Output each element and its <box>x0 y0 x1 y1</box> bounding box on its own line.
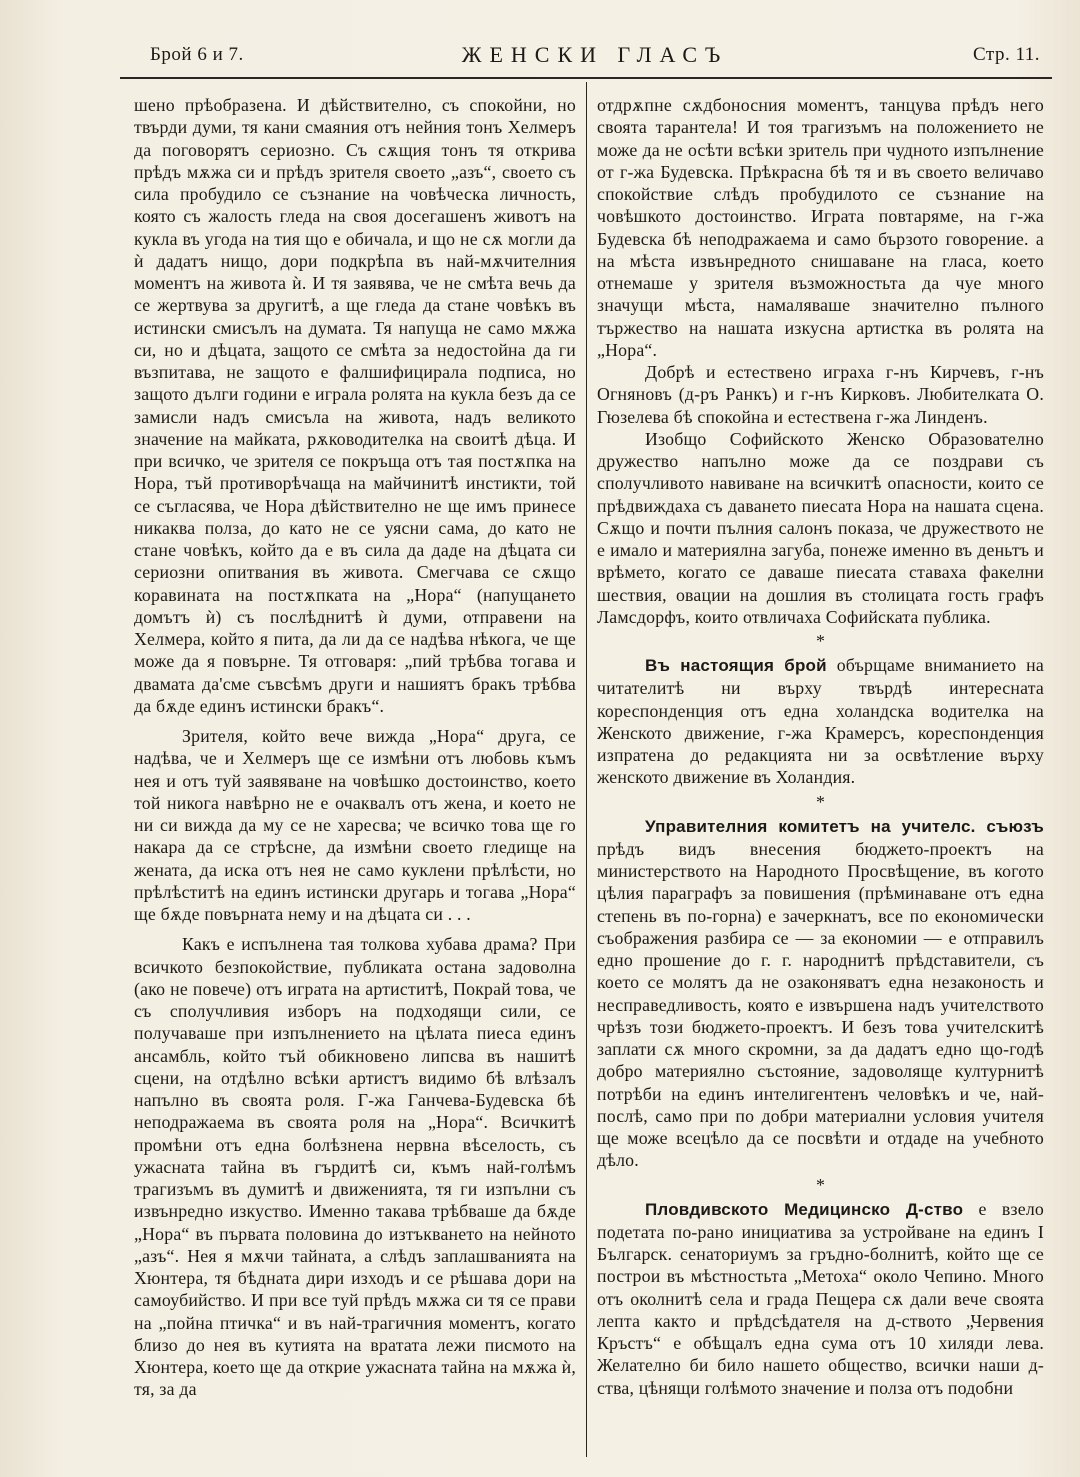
news-item-lead: Пловдивското Медицинско Д-ство <box>645 1199 964 1219</box>
issue-number: Брой 6 и 7. <box>150 44 244 65</box>
left-column <box>134 94 576 1401</box>
section-separator: * <box>815 1174 826 1195</box>
header-rule <box>120 77 1052 79</box>
article-paragraph: Изобщо Софийското Женско Образователно дружество напълно може да се поздрави съ сполучливото навиване на всичкитѣ опасности, които се прѣдвиждаха съ даването пиесата Нора на нашата сцена. Сѫщо и почти пълния салонъ показа, че дружеството не е имало и материялна загуба, понеже именно въ деньтъ и врѣмето, когато се даваше пиесата ставаха факелни шествия, овации на дошлия въ столицата гость графъ Ламсдорфъ, които отвличаха Софийската публика. <box>597 428 1044 627</box>
column-divider <box>586 82 587 1457</box>
article-paragraph: Зрителя, който вече вижда „Нора“ друга, се надѣва, че и Хелмеръ ще се измѣни отъ любовь къмъ нея и отъ туй заявяване на човѣшко достоинство, което той никога навѣрно не е очаквалъ отъ жена, и което не ни си вижда да му се не харесва; че всичко това ще го накара да се стрѣсне, да измѣни своето гледище на жената, да иска отъ нея не само куклени прѣлѣсти, но прѣлѣститѣ на единъ истински другарь и тогава „Нора“ ще бѫде повърната нему и на дѣцата си . . . <box>134 726 576 924</box>
article-paragraph: Какъ е испълнена тая толкова хубава драма? При всичкото безпокойствие, публиката остана задоволна (ако не повече) отъ играта на артиститѣ, Покрай това, че съ сполучливия изборъ на подходящи сили, се получаваше при изпълнението на цѣлата пиеса единъ ансамбль, който тъй обикновено липсва въ нашитѣ сцени, на отдѣлно всѣки артистъ видимо бѣ влѣзалъ напълно въ своята роля. Г-жа Ганчева-Будевска бѣ неподражаема въ своята роля на „Нора“. Всичкитѣ промѣни отъ една болѣзнена нервна вѣселость, съ ужасната тайна въ гърдитѣ си, къмъ най-голѣмъ трагизъмъ въ думитѣ и движенията, тя ги изпълни съ извънредно изкуство. Именно такава трѣбваше да бѫде „Нора“ въ първата половина до изтъкването на нейното „азъ“. Нея я мѫчи тайната, а слѣдъ заплашванията на Хюнтера, тя бѣдната дири изходъ и се рѣшава дори на самоубийство. И при все туй прѣдъ мѫжа си тя се прави на „пойна птичка“ и въ най-трагичния моментъ, когато близо до нея въ кутията на вратата лежи писмото на Хюнтера, което ще да открие ужасната тайна на мѫжа ѝ, тя, за да <box>134 934 576 1400</box>
news-item-lead: Управителния комитетъ на учителс. съюзъ <box>645 816 1044 836</box>
section-separator: * <box>815 631 826 651</box>
page-header <box>150 40 1040 72</box>
news-item-text: прѣдъ видъ внесения бюджето-проектъ на министерството на Народното Просвѣщение, въ когото цѣлия параграфъ за повишения (прѣминаване отъ една степень въ по-горна) е зачеркнатъ, все по економически съображения разбира се — за економии — е отправилъ едно прошение до г. г. народнитѣ прѣдставители, съ което се молятъ да не озаконяватъ една незаконость и несправедливость, която е извършена надъ учителството чрѣзъ този бюджето-проектъ. И безъ това учителскитѣ заплати сѫ много скромни, за да дадатъ едно що-годѣ добро материялно състояние, задоволяще културнитѣ потрѣби на единъ интелигентенъ человѣкъ и че, най-послѣ, само при по добри материални условия учителя ще може всецѣло да се посвѣти и отдаде на учебното дѣло. <box>597 838 1044 1171</box>
news-item <box>597 815 1044 1172</box>
right-column <box>597 94 1044 1399</box>
news-item <box>597 654 1044 789</box>
page-number: Стр. 11. <box>972 44 1040 65</box>
section-separator: * <box>815 791 826 812</box>
news-item <box>597 1198 1044 1399</box>
news-item-lead: Въ настоящия брой <box>645 656 827 675</box>
newspaper-title: ЖЕНСКИ ГЛАСЪ <box>461 42 729 67</box>
news-item-text: обърщаме вниманието на читателитѣ ни върху твърдѣ интересната кореспонденция отъ една холандска водителка на Женското движение, г-жа Крамерсъ, кореспонденция изпратена до редакцията ни за освѣтление върху женското движение въ Холандия. <box>597 655 1044 788</box>
article-paragraph: Добрѣ и естествено играха г-нъ Кирчевъ, г-нъ Огняновъ (д-ръ Ранкъ) и г-нъ Кирковъ. Любителката О. Гюзелева бѣ спокойна и естествена г-жа Линденъ. <box>597 362 1044 427</box>
article-paragraph: шено прѣобразена. И дѣйствително, съ спокойни, но твърди думи, тя кани смаяния отъ нейния тонъ Хелмеръ да поговорятъ сериозно. Съ сѫщия тонъ тя открива прѣдъ мѫжа си и прѣдъ зрителя своето „азъ“, своето съ сила пробудило се съзнание на човѣческа личность, която съ жалость гледа на своя досегашенъ животъ на кукла въ угода на тия що е обичала, и що не сѫ могли да ѝ дадатъ нищо, дори подкрѣпа въ най-мѫчителния моментъ на живота ѝ. И тя заявява, че не смѣта вечь да се жертвува за другитѣ, а ще гледа да стане човѣкъ въ истински смисълъ на думата. Тя напуща не само мѫжа си, но и дѣцата, защото се смѣта за недостойна да ги възпитава, не защото е фалшифицирала подписа, но защото дълги години е играла ролята на кукла безъ да се замисли надъ смисъла на живота, надъ великото значение на майката, рѫководителка на своитѣ дѣца. И при всичко, че зрителя се покръща отъ тая постѫпка на Нора, тъй противорѣчаща на майчинитѣ инстикти, той се съгласява, че Нора дѣйствително не ще имъ принесе никаква полза, до като не се уясни сама, до като не стане човѣкъ, който да е въ сила да даде на дѣцата си сериозни опитвания въ живота. Смегчава се сѫщо коравината на постѫпката на „Нора“ (напущането домътъ ѝ) съ послѣднитѣ ѝ думи, отправени на Хелмера, който я пита, да ли да се надѣва нѣкога, че ще може да я повърне. Тя отговаря: „пий трѣбва тогава и двамата да'сме съвсѣмъ други и нашиятъ бракъ трѣбва да бѫде единъ истински бракъ“. <box>134 95 576 716</box>
news-item-text: е взело подетата по-рано инициатива за устройване на единъ I Българск. сенаториумъ за гръдно-болнитѣ, който ще се построи въ мѣстностьта „Метоха“ около Чепино. Много отъ околнитѣ села и града Пещера сѫ дали вече своята лепта както и прѣдсѣдателя на д-ството „Червения Кръстъ“ е обѣщалъ една сума отъ 10 хиляди лева. Желателно би било нашето общество, всички наши д-ства, цѣнящи голѣмото значение и полза отъ подобни <box>597 1198 1044 1398</box>
article-paragraph: отдрѫпне сѫдбоносния моментъ, танцува прѣдъ него своята тарантела! И тоя трагизъмъ на положението не може да не осѣти всѣки зритель при чудното изпълнение от г-жа Будевска. Прѣкрасна бѣ тя и въ своето величаво спокойствие слѣдъ пробудилото се съзнание на човѣшкото достоинство. Играта повтаряме, на г-жа Будевска бѣ неподражаема и само бързото говорение. а на мѣста извънредното снишаване на гласа, което отнемаше у зрителя възможностьта да чуе много значущи мѣста, намаляваше значително пълного тържество на нашата изкусна артистка въ ролята на „Нора“. <box>597 95 1044 360</box>
